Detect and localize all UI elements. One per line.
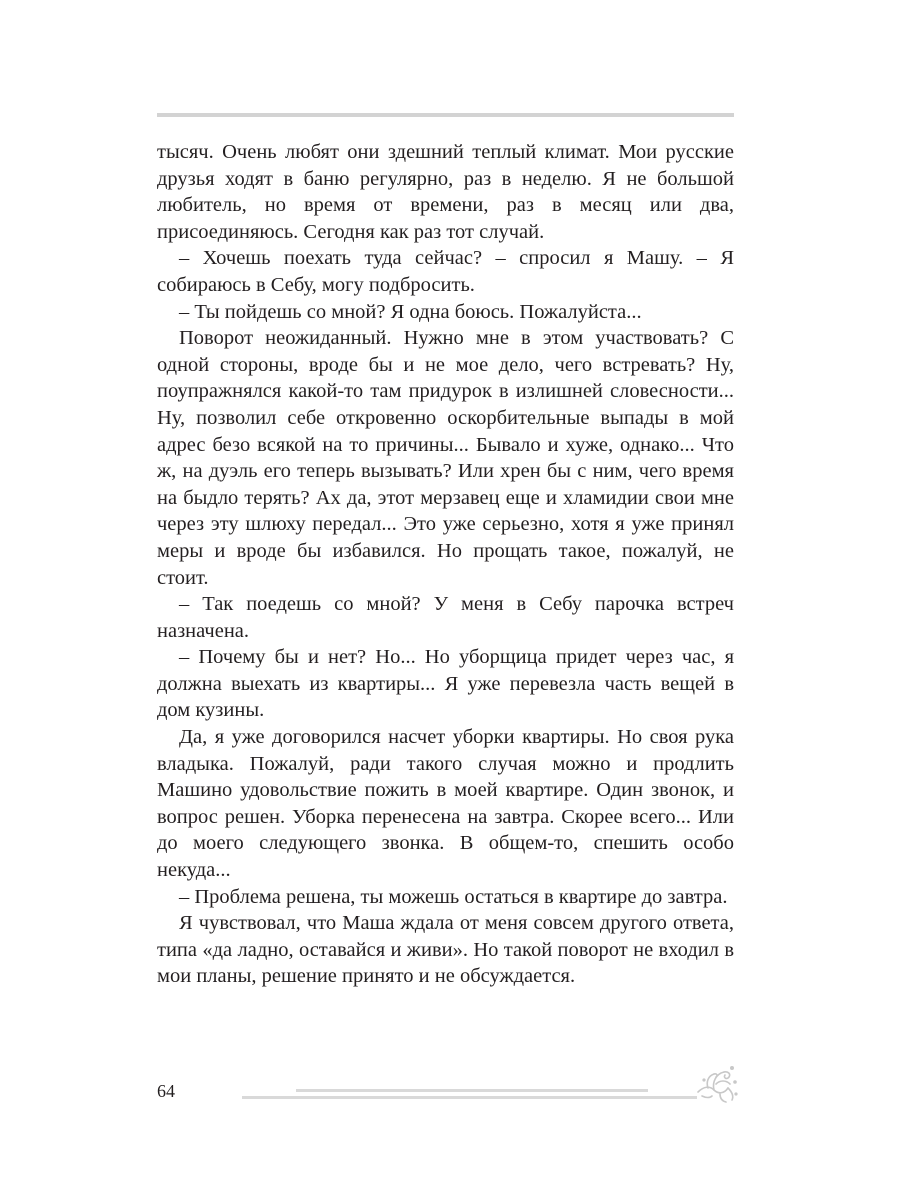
body-text — [157, 139, 734, 990]
paragraph-6: – Почему бы и нет? Но... Но уборщица придет через час, я должна выехать из квартиры... Я уже перевезла часть вещей в дом кузины. — [157, 646, 734, 722]
footer-rule-short — [296, 1089, 648, 1092]
floral-ornament-icon — [694, 1062, 740, 1104]
paragraph-9: Я чувствовал, что Маша ждала от меня совсем другого ответа, типа «да ладно, оставайся и живи». Но такой поворот не входил в мои планы, решение принято и не обсуждается. — [157, 912, 734, 988]
paragraph-8: – Проблема решена, ты можешь остаться в квартире до завтра. — [179, 885, 728, 908]
footer-rule-long — [242, 1096, 697, 1099]
page-number: 64 — [157, 1081, 175, 1101]
paragraph-3: – Ты пойдешь со мной? Я одна боюсь. Пожалуйста... — [179, 300, 642, 323]
paragraph-1: тысяч. Очень любят они здешний теплый климат. Мои русские друзья ходят в баню регулярно, раз в неделю. Я не большой любитель, но время от времени, раз в месяц или два, присоединяюсь. Сегодня как раз тот случай. — [157, 141, 734, 243]
header-rule — [157, 113, 734, 117]
paragraph-4: Поворот неожиданный. Нужно мне в этом участвовать? С одной стороны, вроде бы и не мое дело, чего встревать? Ну, поупражнялся какой-то там придурок в излишней словесности... Ну, позволил себе откровенно оскорбительные выпады в мой адрес безо всякой на то причины... Бывало и хуже, однако... Что ж, на дуэль его теперь вызывать? Или хрен бы с ним, чего время на быдло терять? Ах да, этот мерзавец еще и хламидии свои мне через эту шлюху передал... Это уже серьезно, хотя я уже принял меры и вроде бы избавился. Но прощать такое, пожалуй, не стоит. — [157, 327, 734, 589]
paragraph-2: – Хочешь поехать туда сейчас? – спросил я Машу. – Я собираюсь в Себу, могу подбросить. — [157, 247, 734, 296]
paragraph-5: – Так поедешь со мной? У меня в Себу парочка встреч назначена. — [157, 593, 734, 642]
paragraph-7: Да, я уже договорился насчет уборки квартиры. Но своя рука владыка. Пожалуй, ради такого случая можно и продлить Машино удовольствие пожить в моей квартире. Один звонок, и вопрос решен. Уборка перенесена на завтра. Скорее всего... Или до моего следующего звонка. В общем-то, спешить особо некуда... — [157, 726, 734, 882]
